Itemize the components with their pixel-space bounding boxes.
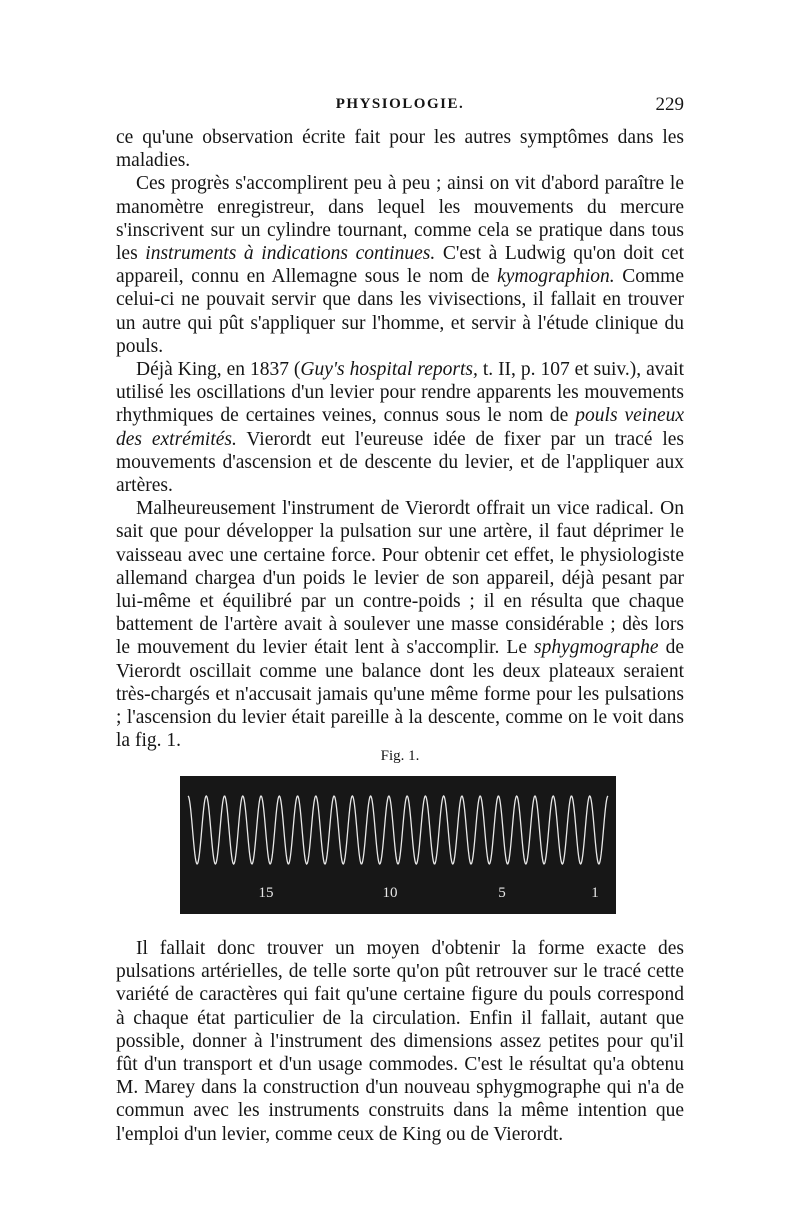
italic-citation: Guy's hospital reports, xyxy=(300,359,478,381)
text-block-top xyxy=(116,126,684,752)
paragraph-text: Comme celui-ci ne pouvait servir que dans les vivisections, il fallait en trouver un autre qui pût s'appliquer sur l'homme, et servir à l'étude clinique du pouls. xyxy=(116,266,685,357)
tracing-scale-label: 15 xyxy=(258,885,274,901)
text-block-bottom xyxy=(116,937,684,1146)
running-head xyxy=(116,96,684,120)
paragraph-continuation: ce qu'une observation écrite fait pour les autres symptômes dans les maladies. xyxy=(116,127,684,172)
italic-term-pouls-veineux: pouls veineux des extrémités. xyxy=(116,405,685,450)
paragraph-vierordt xyxy=(116,497,684,752)
pulse-tracing-figure xyxy=(180,776,616,914)
paragraph-manometre xyxy=(116,172,684,358)
italic-term-instruments: instruments à indications continues. xyxy=(145,243,436,265)
pulse-tracing-svg xyxy=(180,776,616,914)
paragraph-king xyxy=(116,358,684,497)
italic-term-kymographion: kymographion. xyxy=(497,266,615,288)
running-head-title: PHYSIOLOGIE. xyxy=(335,96,465,112)
italic-term-sphygmographe: sphygmographe xyxy=(534,637,659,659)
tracing-scale-label: 10 xyxy=(382,885,398,901)
paragraph-text: Déjà King, en 1837 ( xyxy=(136,359,301,381)
paragraph-marey: Il fallait donc trouver un moyen d'obtenir la forme exacte des pulsations artérielles, de telle sorte qu'on pût retrouver sur le tracé cette variété de caractères qui fait qu'une certaine figure du pouls correspond à chaque état particulier de la circulation. Enfin il fallait, autant que possible, donner à l'instrument des dimensions assez petites pour qu'il fût d'un transport et d'un usage commodes. C'est le résultat qu'a obtenu M. Marey dans la construction d'un nouveau sphygmographe qui n'a de commun avec les instruments construits dans la même intention que l'emploi d'un levier, comme ceux de King ou de Vierordt. xyxy=(116,938,684,1145)
paragraph-text: Vierordt eut l'eureuse idée de fixer par un tracé les mouvements d'ascension et de descente du levier, et de l'appliquer aux artères. xyxy=(116,428,684,497)
paragraph-text: t. II, p. 107 et suiv.), avait utilisé les oscillations d'un levier pour rendre apparents les mouvements rhythmiques de certaines veines, connus sous le nom de xyxy=(116,359,685,427)
paragraph-text: C'est à Ludwig qu'on doit cet appareil, connu en Allemagne sous le nom de xyxy=(116,243,685,288)
pulse-wave-line xyxy=(188,796,608,864)
paragraph-text: Ces progrès s'accomplirent peu à peu ; ainsi on vit d'abord paraître le manomètre enregistreur, dans lequel les mouvements du mercure s'inscrivent sur un cylindre tournant, comme cela se pratique dans tous les xyxy=(116,173,684,265)
tracing-scale-label: 1 xyxy=(591,885,599,901)
paragraph-text: de Vierordt oscillait comme une balance dont les deux plateaux seraient très-chargés et n'accusait jamais qu'une même forme pour les pulsations ; l'ascension du levier était pareille à la descente, comme on le voit dans la fig. 1. xyxy=(116,637,684,752)
tracing-scale-label: 5 xyxy=(498,885,506,901)
page-number: 229 xyxy=(655,94,684,115)
paragraph-text: Malheureusement l'instrument de Vierordt offrait un vice radical. On sait que pour développer la pulsation sur une artère, il faut déprimer le vaisseau avec une certaine force. Pour obtenir cet effet, le physiologiste allemand chargea d'un poids le levier de son appareil, déjà pesant par lui-même et équilibré par un contre-poids ; il en résulta que chaque battement de l'artère avait à soulever une masse considérable ; dès lors le mouvement du levier était lent à s'accomplir. Le xyxy=(116,498,684,659)
figure-caption: Fig. 1. xyxy=(380,748,420,764)
